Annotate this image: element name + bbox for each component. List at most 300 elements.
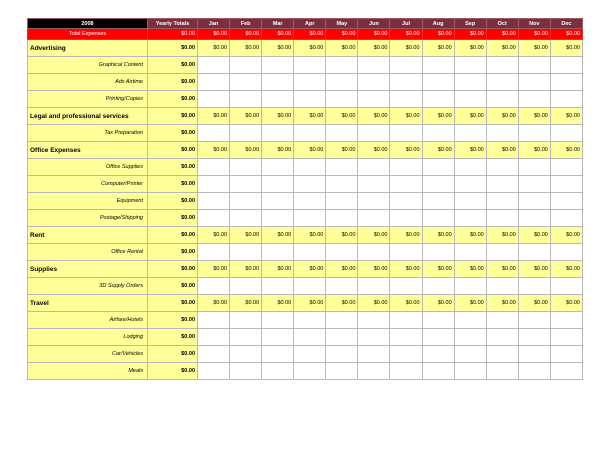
month-cell[interactable] xyxy=(518,278,550,295)
month-cell[interactable]: $0.00 xyxy=(262,227,294,244)
month-cell[interactable] xyxy=(390,125,422,142)
yearly-total-cell[interactable]: $0.00 xyxy=(148,210,198,227)
month-cell[interactable] xyxy=(390,210,422,227)
month-cell[interactable] xyxy=(454,312,486,329)
month-cell[interactable] xyxy=(198,57,230,74)
month-cell[interactable] xyxy=(422,74,454,91)
month-cell[interactable] xyxy=(550,278,582,295)
month-cell[interactable] xyxy=(230,74,262,91)
month-cell[interactable] xyxy=(454,244,486,261)
subcategory-label[interactable]: Office Rental xyxy=(28,244,148,261)
total-expenses-cell[interactable]: $0.00 xyxy=(422,29,454,40)
month-cell[interactable] xyxy=(326,278,358,295)
month-cell[interactable] xyxy=(422,363,454,380)
month-cell[interactable] xyxy=(358,193,390,210)
month-header-jul[interactable]: Jul xyxy=(390,19,422,29)
month-cell[interactable] xyxy=(422,278,454,295)
month-cell[interactable] xyxy=(294,193,326,210)
month-cell[interactable] xyxy=(390,193,422,210)
category-label[interactable]: Supplies xyxy=(28,261,148,278)
month-cell[interactable]: $0.00 xyxy=(326,227,358,244)
month-cell[interactable]: $0.00 xyxy=(550,227,582,244)
month-cell[interactable] xyxy=(326,329,358,346)
month-header-may[interactable]: May xyxy=(326,19,358,29)
month-cell[interactable] xyxy=(198,193,230,210)
month-cell[interactable]: $0.00 xyxy=(358,261,390,278)
month-cell[interactable] xyxy=(550,346,582,363)
month-cell[interactable] xyxy=(454,125,486,142)
subcategory-label[interactable]: Lodging xyxy=(28,329,148,346)
month-cell[interactable]: $0.00 xyxy=(358,227,390,244)
month-cell[interactable] xyxy=(550,57,582,74)
month-cell[interactable] xyxy=(326,193,358,210)
month-cell[interactable]: $0.00 xyxy=(262,295,294,312)
subcategory-label[interactable]: Graphical Content xyxy=(28,57,148,74)
month-cell[interactable] xyxy=(390,91,422,108)
total-expenses-cell[interactable]: $0.00 xyxy=(262,29,294,40)
yearly-total-cell[interactable]: $0.00 xyxy=(148,363,198,380)
month-cell[interactable]: $0.00 xyxy=(422,40,454,57)
yearly-total-cell[interactable]: $0.00 xyxy=(148,312,198,329)
month-cell[interactable] xyxy=(454,193,486,210)
month-cell[interactable]: $0.00 xyxy=(358,142,390,159)
month-cell[interactable] xyxy=(358,278,390,295)
month-cell[interactable] xyxy=(326,57,358,74)
month-cell[interactable] xyxy=(262,125,294,142)
month-cell[interactable]: $0.00 xyxy=(230,40,262,57)
month-cell[interactable] xyxy=(230,346,262,363)
month-cell[interactable] xyxy=(262,74,294,91)
month-cell[interactable] xyxy=(230,91,262,108)
yearly-total-cell[interactable]: $0.00 xyxy=(148,278,198,295)
month-header-jan[interactable]: Jan xyxy=(198,19,230,29)
month-cell[interactable] xyxy=(358,346,390,363)
month-cell[interactable]: $0.00 xyxy=(390,295,422,312)
month-cell[interactable] xyxy=(422,210,454,227)
month-header-nov[interactable]: Nov xyxy=(518,19,550,29)
yearly-total-cell[interactable]: $0.00 xyxy=(148,142,198,159)
month-cell[interactable]: $0.00 xyxy=(486,261,518,278)
month-cell[interactable] xyxy=(294,346,326,363)
month-cell[interactable] xyxy=(294,210,326,227)
month-cell[interactable] xyxy=(198,91,230,108)
month-cell[interactable]: $0.00 xyxy=(358,40,390,57)
month-cell[interactable] xyxy=(486,125,518,142)
month-cell[interactable] xyxy=(198,329,230,346)
month-cell[interactable] xyxy=(486,312,518,329)
month-cell[interactable]: $0.00 xyxy=(550,108,582,125)
month-cell[interactable] xyxy=(454,329,486,346)
month-cell[interactable] xyxy=(230,210,262,227)
month-cell[interactable]: $0.00 xyxy=(390,40,422,57)
month-cell[interactable] xyxy=(454,363,486,380)
month-cell[interactable] xyxy=(422,125,454,142)
total-expenses-cell[interactable]: $0.00 xyxy=(198,29,230,40)
month-cell[interactable]: $0.00 xyxy=(486,142,518,159)
month-cell[interactable]: $0.00 xyxy=(454,40,486,57)
month-cell[interactable]: $0.00 xyxy=(230,227,262,244)
month-cell[interactable] xyxy=(262,329,294,346)
month-cell[interactable]: $0.00 xyxy=(422,108,454,125)
month-cell[interactable]: $0.00 xyxy=(390,261,422,278)
month-cell[interactable] xyxy=(358,176,390,193)
month-cell[interactable] xyxy=(326,210,358,227)
month-cell[interactable]: $0.00 xyxy=(198,261,230,278)
month-cell[interactable] xyxy=(550,363,582,380)
month-cell[interactable] xyxy=(486,159,518,176)
month-cell[interactable] xyxy=(422,159,454,176)
month-cell[interactable] xyxy=(262,312,294,329)
month-cell[interactable] xyxy=(326,74,358,91)
month-cell[interactable] xyxy=(262,91,294,108)
month-cell[interactable] xyxy=(230,125,262,142)
month-cell[interactable] xyxy=(422,193,454,210)
month-cell[interactable] xyxy=(294,329,326,346)
month-cell[interactable]: $0.00 xyxy=(230,108,262,125)
month-cell[interactable] xyxy=(486,278,518,295)
month-cell[interactable] xyxy=(486,176,518,193)
month-cell[interactable]: $0.00 xyxy=(358,295,390,312)
month-cell[interactable] xyxy=(358,91,390,108)
month-cell[interactable]: $0.00 xyxy=(262,261,294,278)
month-cell[interactable]: $0.00 xyxy=(550,142,582,159)
month-cell[interactable] xyxy=(454,74,486,91)
total-expenses-cell[interactable]: $0.00 xyxy=(486,29,518,40)
month-header-dec[interactable]: Dec xyxy=(550,19,582,29)
month-cell[interactable] xyxy=(358,312,390,329)
month-cell[interactable]: $0.00 xyxy=(326,40,358,57)
month-cell[interactable] xyxy=(550,74,582,91)
month-cell[interactable]: $0.00 xyxy=(198,40,230,57)
month-cell[interactable] xyxy=(550,176,582,193)
month-cell[interactable] xyxy=(294,312,326,329)
yearly-total-cell[interactable]: $0.00 xyxy=(148,159,198,176)
total-expenses-cell[interactable]: $0.00 xyxy=(294,29,326,40)
month-cell[interactable] xyxy=(326,244,358,261)
month-cell[interactable] xyxy=(198,74,230,91)
yearly-total-cell[interactable]: $0.00 xyxy=(148,261,198,278)
month-cell[interactable] xyxy=(454,159,486,176)
month-cell[interactable] xyxy=(294,74,326,91)
month-cell[interactable] xyxy=(198,346,230,363)
month-cell[interactable] xyxy=(230,363,262,380)
month-cell[interactable] xyxy=(390,176,422,193)
month-cell[interactable] xyxy=(230,278,262,295)
yearly-total-cell[interactable]: $0.00 xyxy=(148,329,198,346)
month-header-mar[interactable]: Mar xyxy=(262,19,294,29)
month-header-sep[interactable]: Sep xyxy=(454,19,486,29)
yearly-total-cell[interactable]: $0.00 xyxy=(148,176,198,193)
month-cell[interactable]: $0.00 xyxy=(326,108,358,125)
month-cell[interactable] xyxy=(230,312,262,329)
month-cell[interactable]: $0.00 xyxy=(454,142,486,159)
month-cell[interactable]: $0.00 xyxy=(294,142,326,159)
month-cell[interactable] xyxy=(198,210,230,227)
month-cell[interactable]: $0.00 xyxy=(454,261,486,278)
total-expenses-cell[interactable]: $0.00 xyxy=(326,29,358,40)
month-cell[interactable] xyxy=(518,210,550,227)
month-cell[interactable]: $0.00 xyxy=(518,142,550,159)
month-cell[interactable] xyxy=(230,159,262,176)
month-cell[interactable] xyxy=(518,74,550,91)
month-cell[interactable] xyxy=(230,193,262,210)
month-cell[interactable] xyxy=(358,125,390,142)
month-cell[interactable]: $0.00 xyxy=(518,108,550,125)
month-header-feb[interactable]: Feb xyxy=(230,19,262,29)
subcategory-label[interactable]: Meals xyxy=(28,363,148,380)
month-cell[interactable] xyxy=(390,363,422,380)
month-cell[interactable] xyxy=(486,74,518,91)
month-cell[interactable]: $0.00 xyxy=(454,227,486,244)
month-cell[interactable]: $0.00 xyxy=(198,227,230,244)
month-header-oct[interactable]: Oct xyxy=(486,19,518,29)
month-cell[interactable] xyxy=(358,74,390,91)
month-cell[interactable]: $0.00 xyxy=(518,295,550,312)
month-cell[interactable]: $0.00 xyxy=(486,108,518,125)
month-cell[interactable]: $0.00 xyxy=(422,295,454,312)
total-expenses-cell[interactable]: $0.00 xyxy=(230,29,262,40)
subcategory-label[interactable]: Office Supplies xyxy=(28,159,148,176)
month-cell[interactable] xyxy=(550,312,582,329)
month-cell[interactable]: $0.00 xyxy=(390,142,422,159)
month-cell[interactable] xyxy=(518,125,550,142)
month-cell[interactable] xyxy=(262,346,294,363)
total-expenses-cell[interactable]: $0.00 xyxy=(358,29,390,40)
month-cell[interactable] xyxy=(518,91,550,108)
month-cell[interactable] xyxy=(486,346,518,363)
yearly-total-cell[interactable]: $0.00 xyxy=(148,346,198,363)
month-cell[interactable]: $0.00 xyxy=(262,108,294,125)
month-cell[interactable] xyxy=(198,125,230,142)
category-label[interactable]: Legal and professional services xyxy=(28,108,148,125)
month-cell[interactable] xyxy=(230,329,262,346)
month-cell[interactable] xyxy=(358,329,390,346)
month-cell[interactable]: $0.00 xyxy=(294,40,326,57)
month-cell[interactable] xyxy=(198,278,230,295)
month-cell[interactable]: $0.00 xyxy=(294,261,326,278)
month-cell[interactable] xyxy=(198,312,230,329)
month-cell[interactable] xyxy=(454,176,486,193)
month-cell[interactable]: $0.00 xyxy=(230,295,262,312)
month-cell[interactable]: $0.00 xyxy=(262,142,294,159)
subcategory-label[interactable]: Tax Preparation xyxy=(28,125,148,142)
month-cell[interactable]: $0.00 xyxy=(294,227,326,244)
month-cell[interactable] xyxy=(486,244,518,261)
month-cell[interactable]: $0.00 xyxy=(230,142,262,159)
yearly-total-cell[interactable]: $0.00 xyxy=(148,227,198,244)
yearly-total-cell[interactable]: $0.00 xyxy=(148,91,198,108)
month-cell[interactable] xyxy=(518,346,550,363)
month-cell[interactable] xyxy=(422,57,454,74)
yearly-total-cell[interactable]: $0.00 xyxy=(148,295,198,312)
month-cell[interactable] xyxy=(326,125,358,142)
month-cell[interactable] xyxy=(198,244,230,261)
month-cell[interactable] xyxy=(550,193,582,210)
month-cell[interactable] xyxy=(454,57,486,74)
month-cell[interactable] xyxy=(518,312,550,329)
month-header-apr[interactable]: Apr xyxy=(294,19,326,29)
category-label[interactable]: Advertising xyxy=(28,40,148,57)
category-label[interactable]: Travel xyxy=(28,295,148,312)
month-cell[interactable] xyxy=(486,329,518,346)
month-cell[interactable]: $0.00 xyxy=(518,261,550,278)
month-cell[interactable]: $0.00 xyxy=(294,108,326,125)
month-cell[interactable] xyxy=(422,329,454,346)
month-cell[interactable] xyxy=(390,74,422,91)
month-cell[interactable] xyxy=(454,91,486,108)
yearly-total-cell[interactable]: $0.00 xyxy=(148,40,198,57)
total-expenses-cell[interactable]: $0.00 xyxy=(390,29,422,40)
month-cell[interactable] xyxy=(486,91,518,108)
month-cell[interactable] xyxy=(294,125,326,142)
month-cell[interactable] xyxy=(486,210,518,227)
month-cell[interactable] xyxy=(294,91,326,108)
category-label[interactable]: Office Expenses xyxy=(28,142,148,159)
month-cell[interactable]: $0.00 xyxy=(390,227,422,244)
yearly-total-cell[interactable]: $0.00 xyxy=(148,74,198,91)
month-cell[interactable] xyxy=(326,363,358,380)
subcategory-label[interactable]: Equipment xyxy=(28,193,148,210)
month-cell[interactable] xyxy=(294,57,326,74)
subcategory-label[interactable]: 3D Supply Orders xyxy=(28,278,148,295)
month-cell[interactable] xyxy=(486,193,518,210)
yearly-total-cell[interactable]: $0.00 xyxy=(148,244,198,261)
total-expenses-yearly[interactable]: $0.00 xyxy=(148,29,198,40)
total-expenses-cell[interactable]: $0.00 xyxy=(550,29,582,40)
month-cell[interactable]: $0.00 xyxy=(518,40,550,57)
subcategory-label[interactable]: Postage/Shipping xyxy=(28,210,148,227)
month-cell[interactable]: $0.00 xyxy=(486,40,518,57)
month-cell[interactable] xyxy=(358,159,390,176)
month-cell[interactable]: $0.00 xyxy=(326,261,358,278)
month-cell[interactable]: $0.00 xyxy=(358,108,390,125)
month-cell[interactable]: $0.00 xyxy=(550,261,582,278)
month-cell[interactable] xyxy=(550,244,582,261)
month-cell[interactable] xyxy=(262,210,294,227)
month-cell[interactable]: $0.00 xyxy=(486,227,518,244)
month-cell[interactable] xyxy=(294,159,326,176)
month-cell[interactable] xyxy=(230,176,262,193)
month-cell[interactable] xyxy=(422,244,454,261)
month-cell[interactable]: $0.00 xyxy=(262,40,294,57)
month-cell[interactable] xyxy=(390,244,422,261)
month-cell[interactable] xyxy=(550,125,582,142)
month-cell[interactable] xyxy=(294,278,326,295)
subcategory-label[interactable]: Airfare/Hotels xyxy=(28,312,148,329)
month-cell[interactable] xyxy=(326,159,358,176)
month-cell[interactable] xyxy=(390,159,422,176)
month-cell[interactable] xyxy=(198,176,230,193)
month-cell[interactable] xyxy=(294,244,326,261)
month-cell[interactable] xyxy=(422,312,454,329)
subcategory-label[interactable]: Computer/Printer xyxy=(28,176,148,193)
month-cell[interactable] xyxy=(390,346,422,363)
month-cell[interactable] xyxy=(230,244,262,261)
month-cell[interactable] xyxy=(262,176,294,193)
month-cell[interactable] xyxy=(262,244,294,261)
yearly-totals-header[interactable]: Yearly Totals xyxy=(148,19,198,29)
month-cell[interactable]: $0.00 xyxy=(422,227,454,244)
month-cell[interactable]: $0.00 xyxy=(326,295,358,312)
month-cell[interactable] xyxy=(390,329,422,346)
month-cell[interactable] xyxy=(518,363,550,380)
month-cell[interactable] xyxy=(326,312,358,329)
month-cell[interactable]: $0.00 xyxy=(326,142,358,159)
total-expenses-cell[interactable]: $0.00 xyxy=(518,29,550,40)
month-cell[interactable]: $0.00 xyxy=(198,108,230,125)
subcategory-label[interactable]: Ads Airtime xyxy=(28,74,148,91)
month-cell[interactable] xyxy=(518,244,550,261)
month-cell[interactable] xyxy=(358,363,390,380)
month-header-jun[interactable]: Jun xyxy=(358,19,390,29)
month-cell[interactable] xyxy=(518,329,550,346)
month-cell[interactable]: $0.00 xyxy=(550,295,582,312)
yearly-total-cell[interactable]: $0.00 xyxy=(148,108,198,125)
month-cell[interactable] xyxy=(422,346,454,363)
month-cell[interactable] xyxy=(550,159,582,176)
month-cell[interactable] xyxy=(422,176,454,193)
category-label[interactable]: Rent xyxy=(28,227,148,244)
month-cell[interactable] xyxy=(326,346,358,363)
month-cell[interactable] xyxy=(518,159,550,176)
month-cell[interactable] xyxy=(262,363,294,380)
month-cell[interactable] xyxy=(486,363,518,380)
subcategory-label[interactable]: Car/Vehicles xyxy=(28,346,148,363)
month-cell[interactable] xyxy=(550,91,582,108)
subcategory-label[interactable]: Printing/Copies xyxy=(28,91,148,108)
month-cell[interactable] xyxy=(326,176,358,193)
month-cell[interactable] xyxy=(198,363,230,380)
month-cell[interactable] xyxy=(358,57,390,74)
yearly-total-cell[interactable]: $0.00 xyxy=(148,57,198,74)
month-cell[interactable] xyxy=(198,159,230,176)
month-cell[interactable] xyxy=(262,159,294,176)
total-expenses-label[interactable]: Total Expenses xyxy=(28,29,148,40)
month-cell[interactable]: $0.00 xyxy=(454,108,486,125)
month-cell[interactable] xyxy=(230,57,262,74)
yearly-total-cell[interactable]: $0.00 xyxy=(148,125,198,142)
month-cell[interactable] xyxy=(358,244,390,261)
month-cell[interactable] xyxy=(262,278,294,295)
month-cell[interactable] xyxy=(518,176,550,193)
month-cell[interactable]: $0.00 xyxy=(454,295,486,312)
month-cell[interactable] xyxy=(454,210,486,227)
month-cell[interactable] xyxy=(294,363,326,380)
month-cell[interactable] xyxy=(390,312,422,329)
month-cell[interactable]: $0.00 xyxy=(422,261,454,278)
month-cell[interactable] xyxy=(454,346,486,363)
month-cell[interactable] xyxy=(358,210,390,227)
month-cell[interactable]: $0.00 xyxy=(294,295,326,312)
month-cell[interactable] xyxy=(262,57,294,74)
month-cell[interactable] xyxy=(422,91,454,108)
month-cell[interactable] xyxy=(550,329,582,346)
month-cell[interactable]: $0.00 xyxy=(390,108,422,125)
month-cell[interactable]: $0.00 xyxy=(198,295,230,312)
month-cell[interactable]: $0.00 xyxy=(518,227,550,244)
month-cell[interactable] xyxy=(518,193,550,210)
month-cell[interactable]: $0.00 xyxy=(230,261,262,278)
month-cell[interactable] xyxy=(390,57,422,74)
month-cell[interactable] xyxy=(390,278,422,295)
month-cell[interactable]: $0.00 xyxy=(422,142,454,159)
month-cell[interactable] xyxy=(550,210,582,227)
month-cell[interactable] xyxy=(294,176,326,193)
month-header-aug[interactable]: Aug xyxy=(422,19,454,29)
month-cell[interactable] xyxy=(326,91,358,108)
month-cell[interactable] xyxy=(454,278,486,295)
month-cell[interactable]: $0.00 xyxy=(198,142,230,159)
